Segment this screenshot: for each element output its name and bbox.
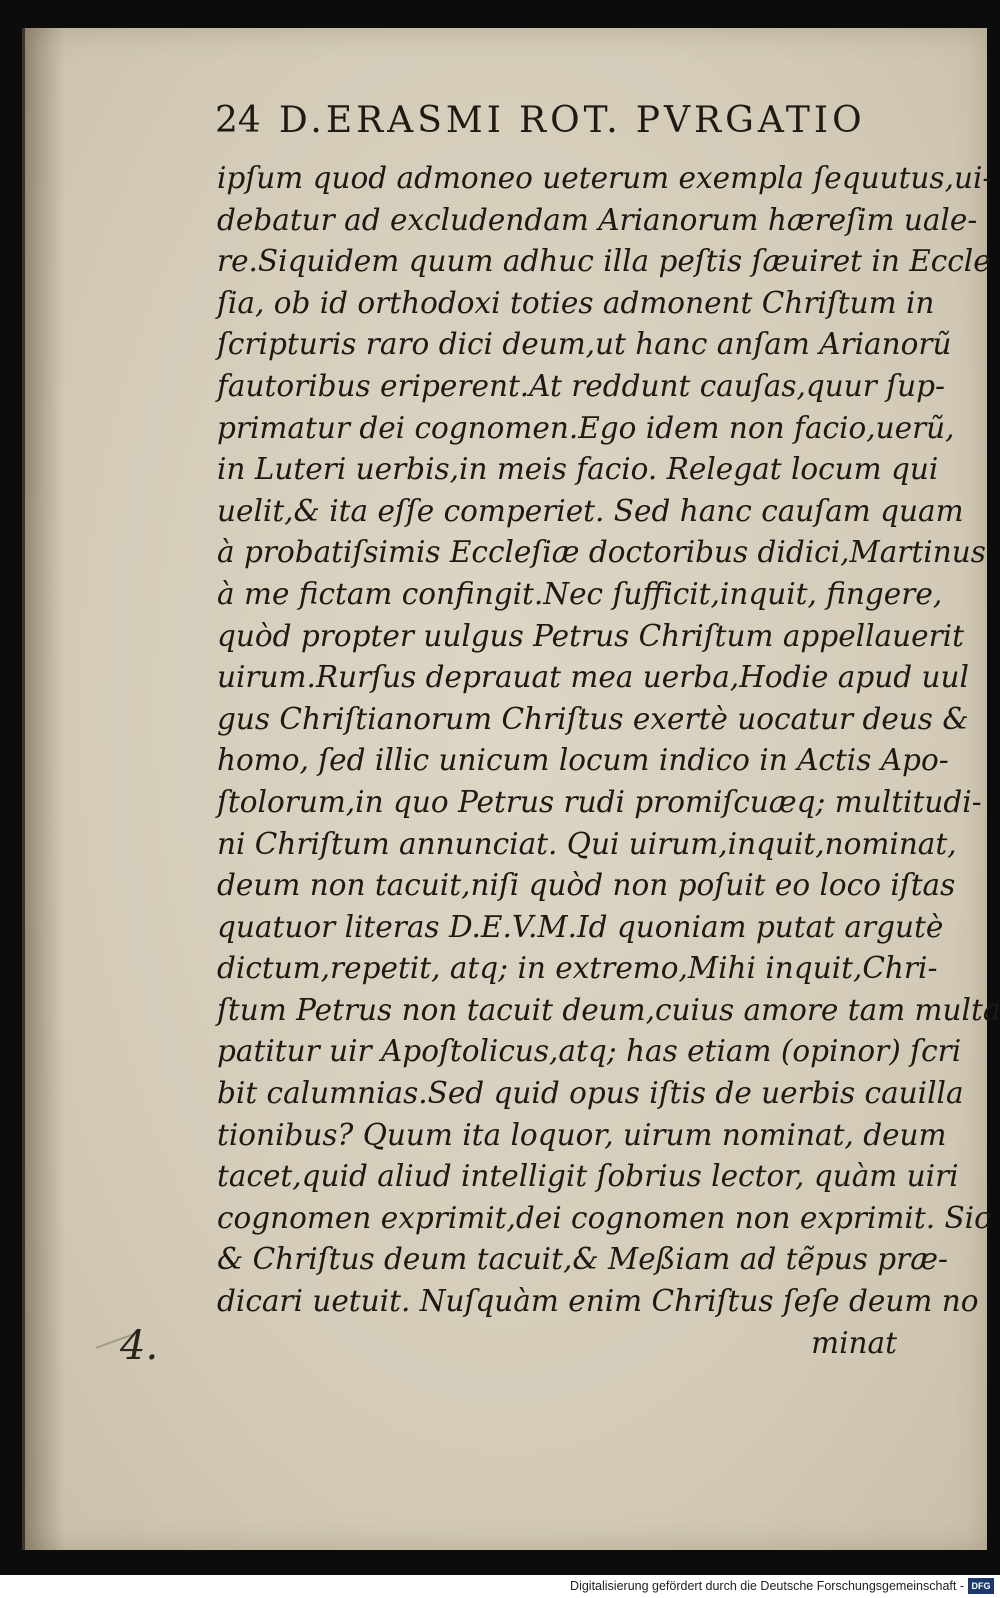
running-title-part: PVRGATIO: [635, 100, 866, 141]
text-line: quatuor literas D.E.V.M.Id quoniam putat argutè: [217, 909, 944, 944]
text-line: quòd propter uulgus Petrus Chriſtum appellauerit: [217, 618, 964, 653]
text-line: ſtolorum,in quo Petrus rudi promiſcuæq; multitudi-: [217, 784, 982, 819]
text-line: deum non tacuit,niſi quòd non poſuit eo loco iſtas: [217, 868, 956, 903]
footer-credit: Digitalisierung gefördert durch die Deutsche Forschungsgemeinschaft -: [570, 1579, 964, 1593]
text-line: fautoribus eriperent.At reddunt cauſas,quur ſup-: [217, 368, 946, 403]
text-line: re.Siquidem quum adhuc illa peſtis ſæuiret in Eccle: [217, 244, 991, 279]
book-page: [22, 28, 1000, 1550]
text-line: tionibus? Quum ita loquor, uirum nominat, deum: [217, 1117, 947, 1152]
catchword: minat: [811, 1325, 897, 1360]
text-line: tacet,quid aliud intelligit ſobrius lector, quàm uiri: [217, 1159, 959, 1194]
text-line: patitur uir Apoſtolicus,atq; has etiam (opinor) ſcri: [217, 1034, 962, 1069]
text-line: dictum,repetit, atq; in extremo,Mihi inquit,Chri-: [217, 951, 938, 986]
text-line: in Luteri uerbis,in meis facio. Relegat locum qui: [217, 452, 939, 487]
running-title-part: D.ERASMI: [278, 100, 505, 141]
text-line: ſia, ob id orthodoxi toties admonent Chriſtum in: [217, 285, 935, 320]
page-number: 24: [215, 100, 261, 141]
text-line: ipſum quod admoneo ueterum exempla ſequutus,ui-: [217, 161, 993, 195]
running-title-part: ROT.: [518, 100, 622, 141]
text-line: à me fictam confingit.Nec ſufficit,inquit, fingere,: [217, 576, 943, 611]
text-line: gus Chriſtianorum Chriſtus exertè uocatur deus &: [217, 701, 969, 736]
text-line: dicari uetuit. Nuſquàm enim Chriſtus ſeſe deum no: [217, 1284, 979, 1319]
text-line: debatur ad excludendam Arianorum hæreſim uale-: [217, 202, 978, 237]
dfg-logo-icon: DFG: [968, 1578, 994, 1594]
margin-note: 4.: [120, 1323, 159, 1369]
body-text: [217, 158, 1000, 1364]
text-line: uirum.Rurſus deprauat mea uerba,Hodie apud uul: [217, 660, 969, 695]
text-line: ſtum Petrus non tacuit deum,cuius amore tam multa: [217, 992, 1000, 1027]
text-line: ni Chriſtum annunciat. Qui uirum,inquit,nominat,: [217, 826, 957, 861]
text-line: cognomen exprimit,dei cognomen non exprimit. Sic: [217, 1200, 991, 1235]
text-line: uelit,& ita eſſe comperiet. Sed hanc cauſam quam: [217, 493, 964, 528]
text-line: bit calumnias.Sed quid opus iſtis de uerbis cauilla: [217, 1076, 964, 1111]
text-line: homo, ſed illic unicum locum indico in Actis Apo-: [217, 743, 949, 778]
running-header: [215, 100, 915, 141]
text-line: ſcripturis raro dici deum,ut hanc anſam Arianorũ: [217, 327, 952, 362]
text-line: à probatiſsimis Eccleſiæ doctoribus didici,Martinus: [217, 535, 986, 570]
text-line: & Chriſtus deum tacuit,& Meßiam ad tẽpus præ-: [217, 1242, 948, 1277]
gutter-shadow: [25, 28, 65, 1550]
text-line: primatur dei cognomen.Ego idem non facio,uerũ,: [217, 410, 955, 445]
